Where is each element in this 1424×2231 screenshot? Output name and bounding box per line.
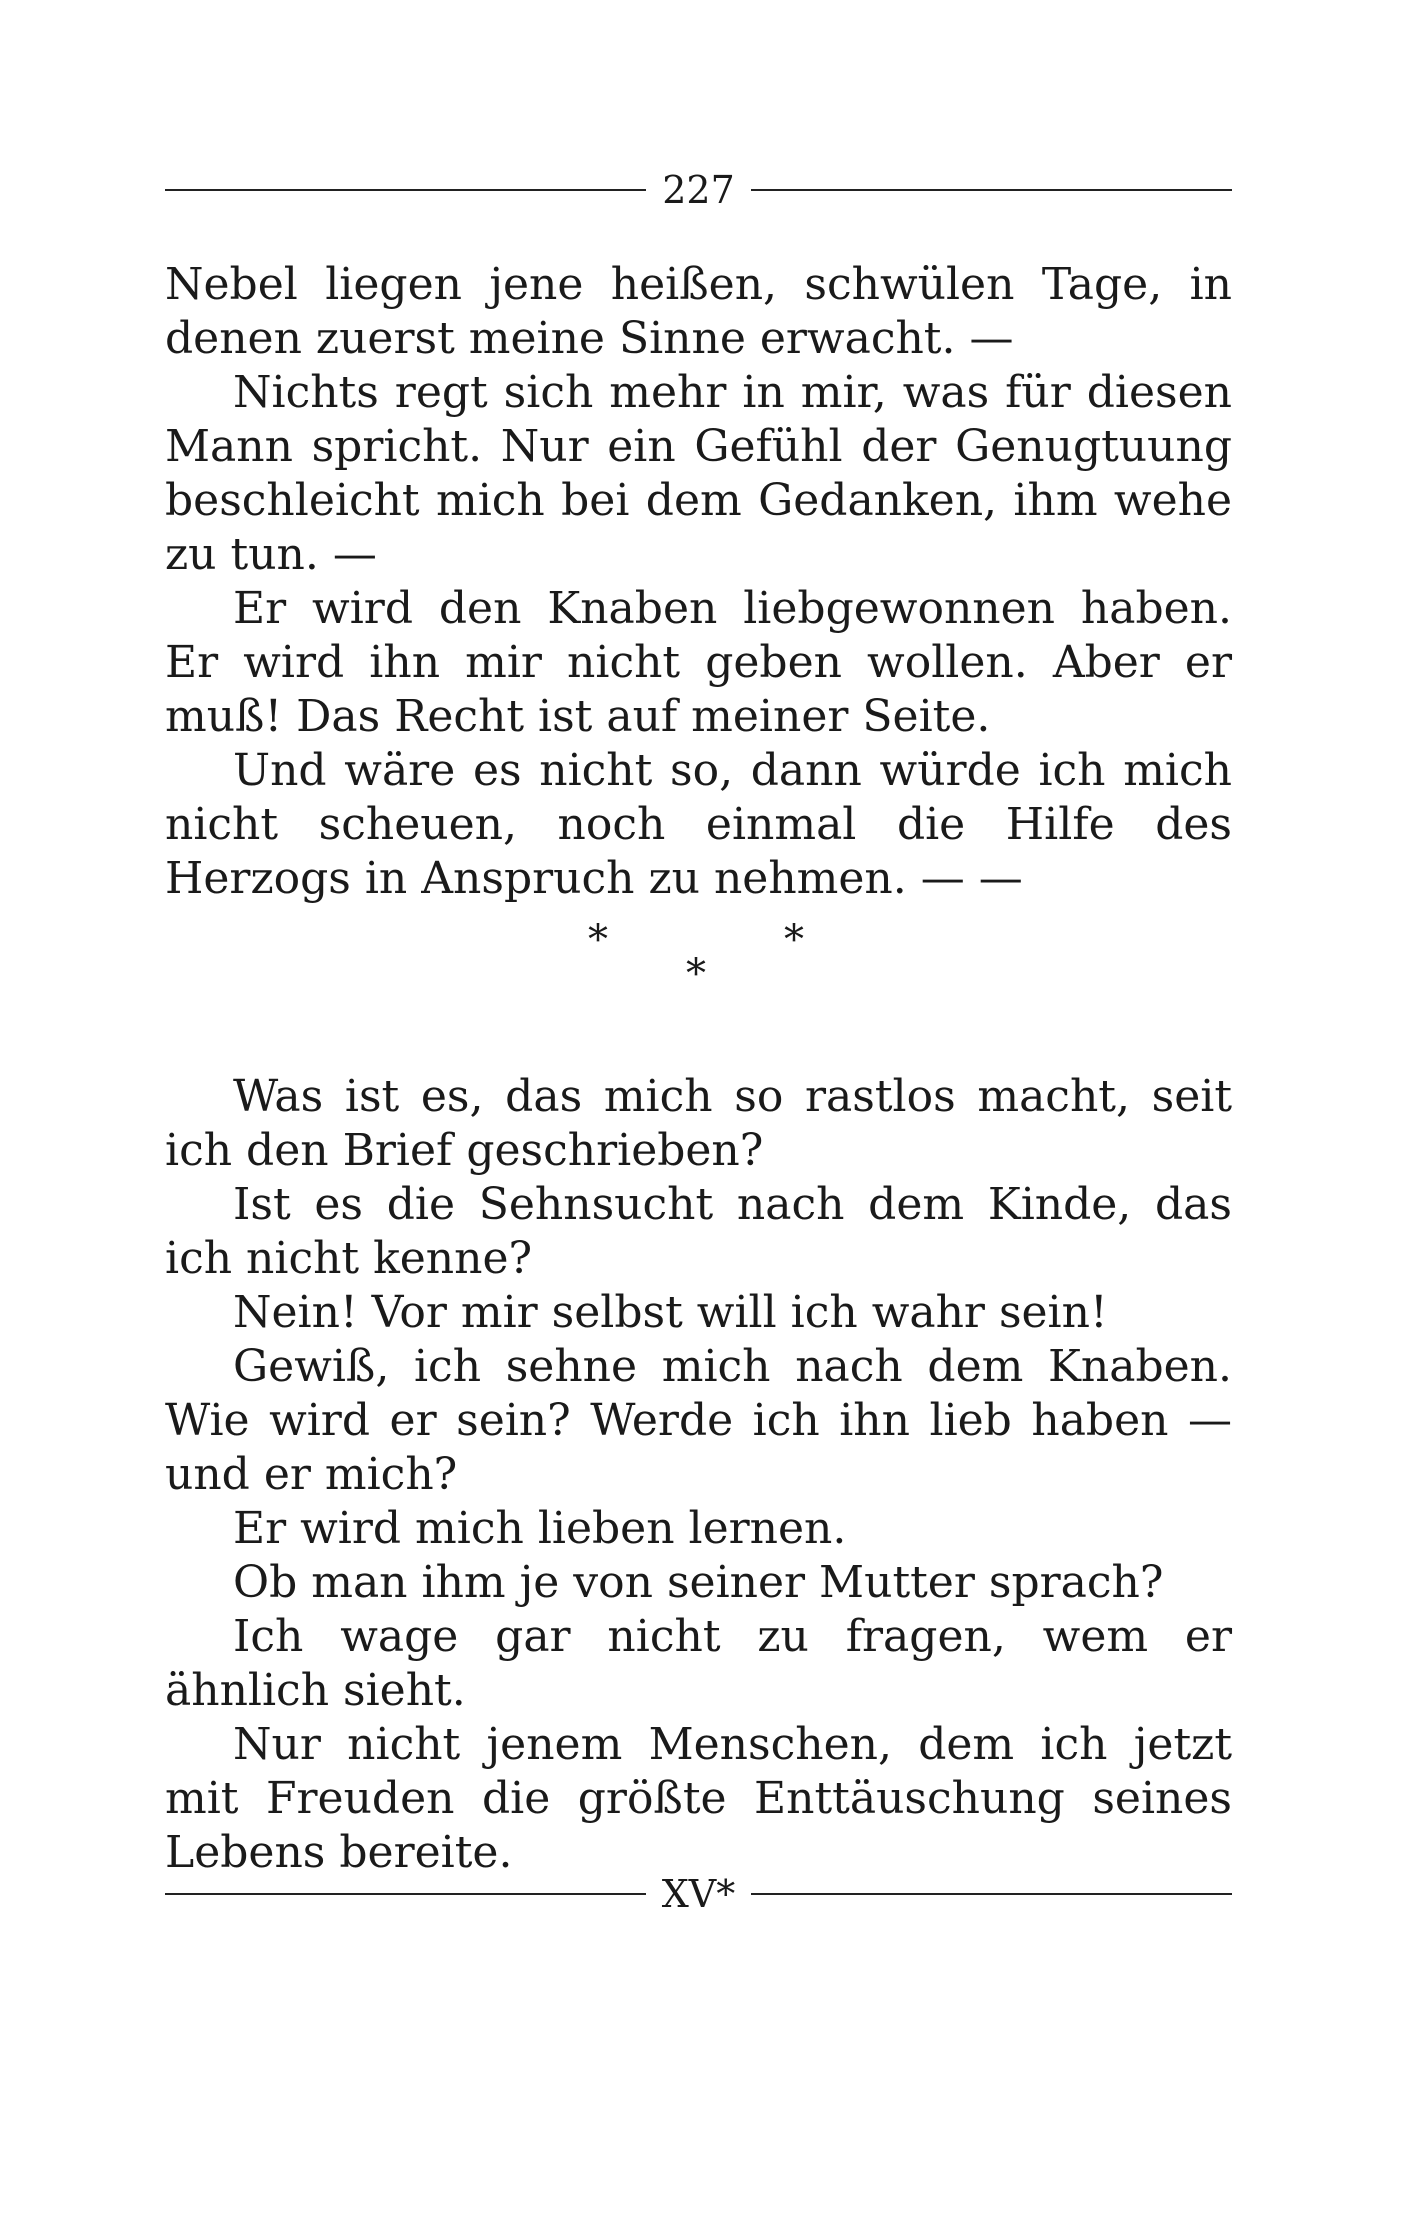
paragraph: Was ist es, das mich so rastlos macht, seit ich den Brief geschrieben? — [165, 1071, 1232, 1176]
paragraph: Nur nicht jenem Menschen, dem ich jetzt mit Freuden die größte Enttäuschung seines Lebens bereite. — [165, 1719, 1232, 1878]
header-rule-right — [751, 189, 1232, 191]
text-section-1 — [165, 258, 1232, 906]
paragraph: Nein! Vor mir selbst will ich wahr sein! — [233, 1287, 1108, 1338]
footer-rule-left — [165, 1893, 646, 1895]
asterisk: * — [686, 951, 706, 997]
header-rule-left — [165, 189, 646, 191]
section-separator — [0, 917, 1424, 1000]
asterisk: * — [588, 917, 608, 963]
paragraph: Nichts regt sich mehr in mir, was für diesen Mann spricht. Nur ein Gefühl der Genugtuung beschleicht mich bei dem Gedanken, ihm wehe zu tun. — — [165, 367, 1232, 580]
paragraph: Ist es die Sehnsucht nach dem Kinde, das ich nicht kenne? — [165, 1179, 1232, 1284]
paragraph: Gewiß, ich sehne mich nach dem Knaben. Wie wird er sein? Werde ich ihn lieb haben — und er mich? — [165, 1341, 1232, 1500]
page-footer — [165, 1864, 1232, 1924]
paragraph: Nebel liegen jene heißen, schwülen Tage, in denen zuerst meine Sinne erwacht. — — [165, 259, 1232, 364]
signature-mark: XV* — [661, 1872, 736, 1916]
paragraph: Ob man ihm je von seiner Mutter sprach? — [233, 1557, 1164, 1608]
asterisk: * — [784, 917, 804, 963]
footer-rule-right — [751, 1893, 1232, 1895]
paragraph: Und wäre es nicht so, dann würde ich mich nicht scheuen, noch einmal die Hilfe des Herzogs in Anspruch zu nehmen. — — — [165, 745, 1232, 904]
paragraph: Er wird mich lieben lernen. — [233, 1503, 847, 1554]
paragraph: Ich wage gar nicht zu fragen, wem er ähnlich sieht. — [165, 1611, 1232, 1716]
paragraph: Er wird den Knaben liebgewonnen haben. Er wird ihn mir nicht geben wollen. Aber er muß! Das Recht ist auf meiner Seite. — [165, 583, 1232, 742]
page-header — [165, 160, 1232, 220]
text-section-2 — [165, 1070, 1232, 1880]
page-number: 227 — [662, 168, 735, 212]
